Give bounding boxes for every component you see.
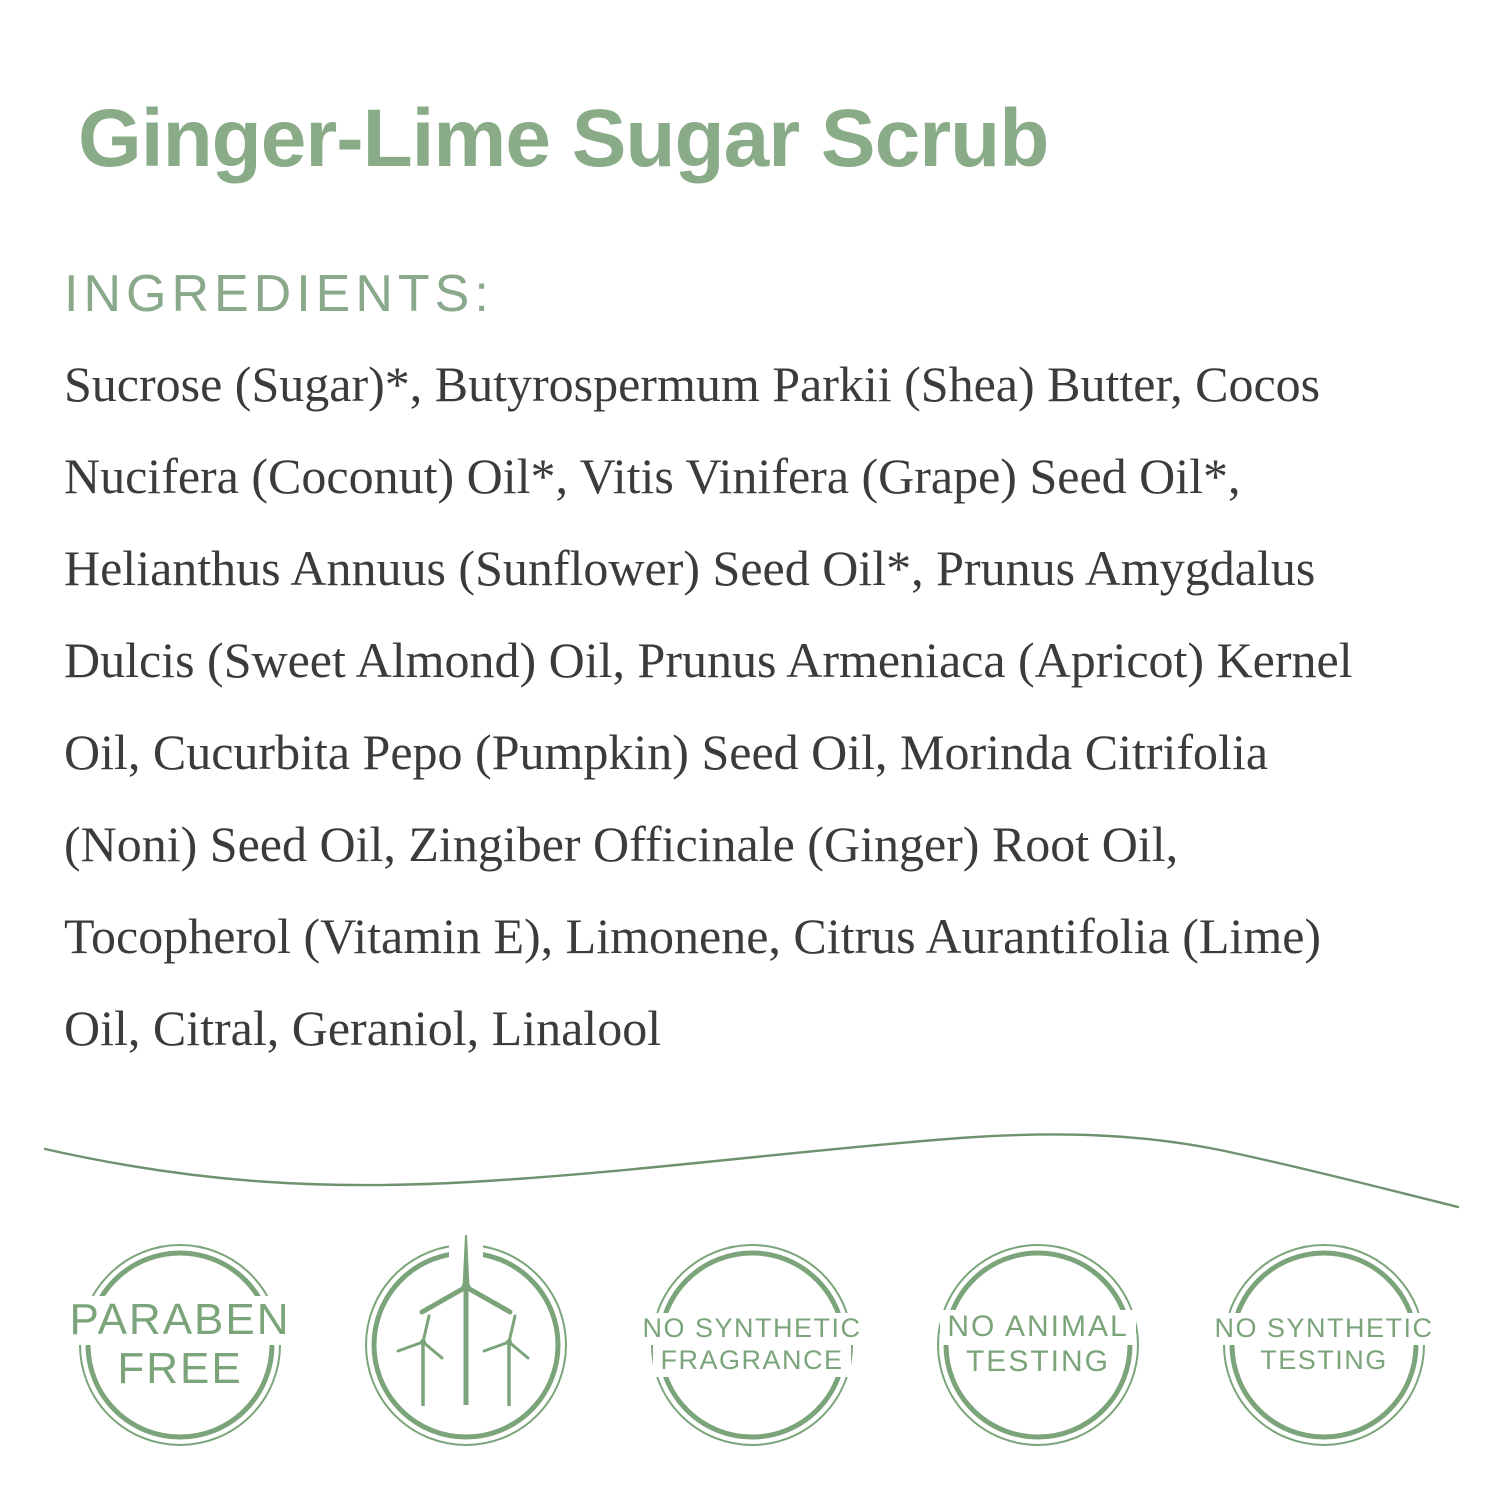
wind-turbine-icon [362,1241,570,1449]
badges-row [69,1241,1434,1449]
ingredients-line: Sucrose (Sugar)*, Butyrospermum Parkii (Shea) Butter, Cocos [64,356,1321,412]
page-title: Ginger-Lime Sugar Scrub [78,93,1049,184]
ingredients-line: Helianthus Annuus (Sunflower) Seed Oil*, Prunus Amygdalus [64,540,1316,596]
badge-label: TESTING [1253,1345,1395,1377]
badge-label: TESTING [959,1345,1117,1380]
badge-label: FREE [110,1345,249,1394]
badge-label: NO ANIMAL [940,1310,1135,1345]
badge-label: FRAGRANCE [653,1345,850,1377]
badge-label: PARABEN [62,1296,297,1345]
badge-label: NO SYNTHETIC [636,1313,869,1345]
badge-paraben-free [69,1241,291,1449]
ingredients-line: Tocopherol (Vitamin E), Limonene, Citrus Aurantifolia (Lime) [64,908,1322,964]
wave-divider [0,1122,1500,1222]
ingredients-line: Oil, Cucurbita Pepo (Pumpkin) Seed Oil, Morinda Citrifolia [64,724,1269,780]
badge-no-synthetic-testing [1214,1241,1434,1449]
ingredients-line: Dulcis (Sweet Almond) Oil, Prunus Armeniaca (Apricot) Kernel [64,632,1353,688]
badge-no-animal-testing [934,1241,1142,1449]
badge-wind-energy [362,1241,570,1449]
ingredients-line: (Noni) Seed Oil, Zingiber Officinale (Ginger) Root Oil, [64,816,1179,872]
ingredients-line: Oil, Citral, Geraniol, Linalool [64,1000,662,1056]
badge-label: NO SYNTHETIC [1208,1313,1441,1345]
badge-no-synthetic-fragrance [642,1241,862,1449]
ingredients-line: Nucifera (Coconut) Oil*, Vitis Vinifera (Grape) Seed Oil*, [64,448,1241,504]
ingredients-list [64,338,1444,1074]
ingredients-heading: INGREDIENTS: [64,265,494,323]
